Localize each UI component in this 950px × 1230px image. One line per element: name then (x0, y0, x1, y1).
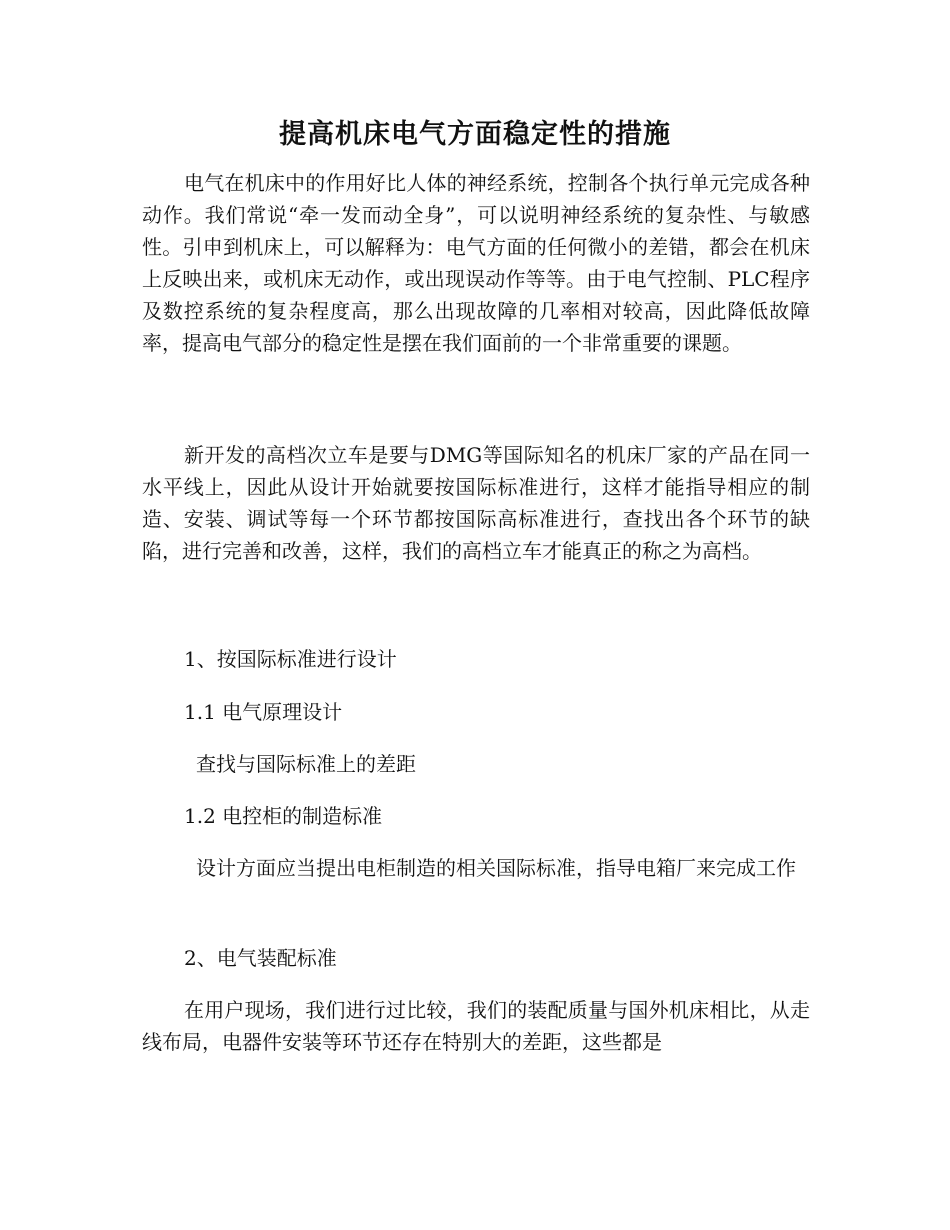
paragraph-high-end-lathe: 新开发的高档次立车是要与DMG等国际知名的机床厂家的产品在同一水平线上，因此从设计开始就要按国际标准进行，这样才能指导相应的制造、安装、调试等每一个环节都按国际高标准进行，查找出各个环节的缺陷，进行完善和改善，这样，我们的高档立车才能真正的称之为高档。 (142, 443, 810, 563)
section-heading-1-1: 1.1 电气原理设计 (184, 700, 343, 724)
section-heading-1: 1、按国际标准进行设计 (184, 647, 397, 671)
paragraph-cabinet-standard: 设计方面应当提出电柜制造的相关国际标准，指导电箱厂来完成工作 (196, 856, 796, 880)
paragraph-standard-gap: 查找与国际标准上的差距 (196, 752, 416, 776)
paragraph-intro: 电气在机床中的作用好比人体的神经系统，控制各个执行单元完成各种动作。我们常说“牵一发而动全身”，可以说明神经系统的复杂性、与敏感性。引申到机床上，可以解释为：电气方面的任何微小的差错，都会在机床上反映出来，或机床无动作，或出现误动作等等。由于电气控制、PLC程序及数控系统的复杂程度高，那么出现故障的几率相对较高，因此降低故障率，提高电气部分的稳定性是摆在我们面前的一个非常重要的课题。 (142, 171, 810, 355)
section-heading-1-2: 1.2 电控柜的制造标准 (184, 804, 383, 828)
paragraph-assembly-quality: 在用户现场，我们进行过比较，我们的装配质量与国外机床相比，从走线布局，电器件安装等环节还存在特别大的差距，这些都是 (142, 998, 810, 1054)
section-heading-2: 2、电气装配标准 (184, 946, 337, 970)
document-title: 提高机床电气方面稳定性的措施 (279, 119, 671, 150)
